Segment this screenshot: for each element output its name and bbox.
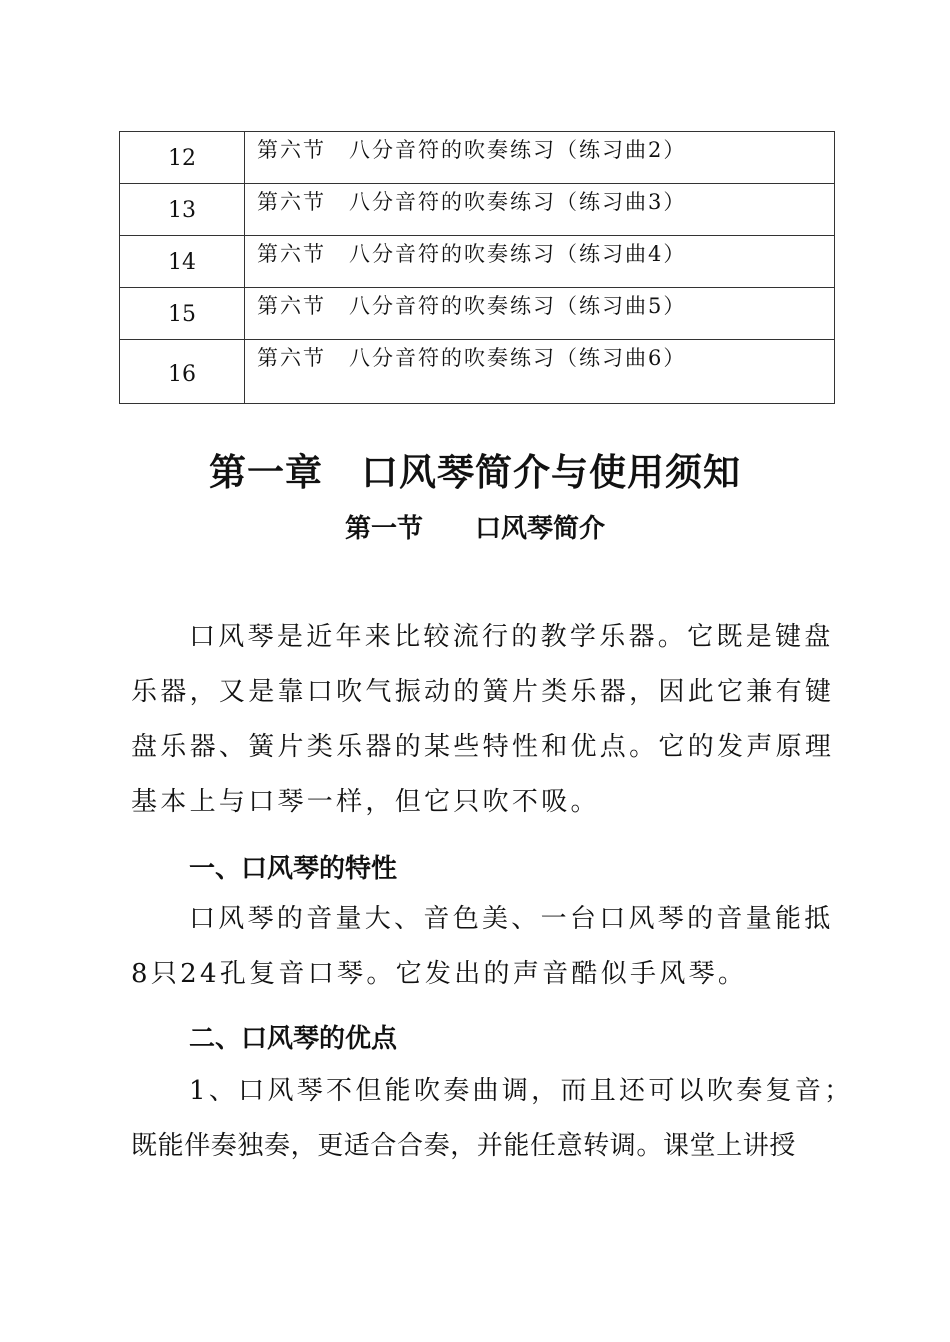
toc-title: 第六节 八分音符的吹奏练习（练习曲4） <box>257 242 687 266</box>
toc-number: 12 <box>168 146 196 171</box>
paragraph-line: 8只24孔复音口琴。它发出的声音酷似手风琴。 <box>131 959 748 989</box>
paragraph-line: 1、口风琴不但能吹奏曲调，而且还可以吹奏复音； <box>189 1076 854 1106</box>
toc-title-cell <box>245 236 835 288</box>
toc-title: 第六节 八分音符的吹奏练习（练习曲5） <box>257 294 687 318</box>
paragraph-line: 口风琴是近年来比较流行的教学乐器。它既是键盘 <box>189 622 834 652</box>
toc-number: 16 <box>168 362 196 387</box>
toc-number-cell <box>120 340 245 404</box>
intro-paragraph <box>131 610 835 830</box>
paragraph-line: 口风琴的音量大、音色美、一台口风琴的音量能抵 <box>189 904 834 934</box>
toc-number-cell <box>120 288 245 340</box>
toc-row <box>120 132 835 184</box>
heading-advantages: 二、口风琴的优点 <box>189 1024 398 1054</box>
toc-title-cell <box>245 132 835 184</box>
toc-row <box>120 340 835 404</box>
toc-number-cell <box>120 132 245 184</box>
traits-paragraph <box>131 892 834 1002</box>
toc-title-cell <box>245 288 835 340</box>
paragraph-line: 乐器，又是靠口吹气振动的簧片类乐器，因此它兼有键 <box>131 677 835 707</box>
paragraph-line: 盘乐器、簧片类乐器的某些特性和优点。它的发声原理 <box>131 732 835 762</box>
toc-title-cell <box>245 340 835 404</box>
advantages-paragraph <box>131 1064 854 1174</box>
toc-row <box>120 288 835 340</box>
heading-traits: 一、口风琴的特性 <box>189 854 398 884</box>
toc-number: 14 <box>168 250 196 275</box>
paragraph-line: 基本上与口琴一样，但它只吹不吸。 <box>131 787 600 817</box>
toc-row <box>120 236 835 288</box>
toc-number-cell <box>120 184 245 236</box>
toc-table <box>119 131 835 404</box>
toc-title: 第六节 八分音符的吹奏练习（练习曲3） <box>257 190 687 214</box>
paragraph-line: 既能伴奏独奏，更适合合奏，并能任意转调。课堂上讲授 <box>131 1131 797 1161</box>
toc-row <box>120 184 835 236</box>
toc-number: 13 <box>168 198 196 223</box>
toc-title: 第六节 八分音符的吹奏练习（练习曲2） <box>257 138 687 162</box>
toc-title-cell <box>245 184 835 236</box>
toc-title: 第六节 八分音符的吹奏练习（练习曲6） <box>257 346 687 370</box>
toc-number-cell <box>120 236 245 288</box>
chapter-title: 第一章 口风琴简介与使用须知 <box>209 451 741 494</box>
section-title: 第一节 口风琴简介 <box>344 514 605 544</box>
toc-number: 15 <box>168 302 196 327</box>
